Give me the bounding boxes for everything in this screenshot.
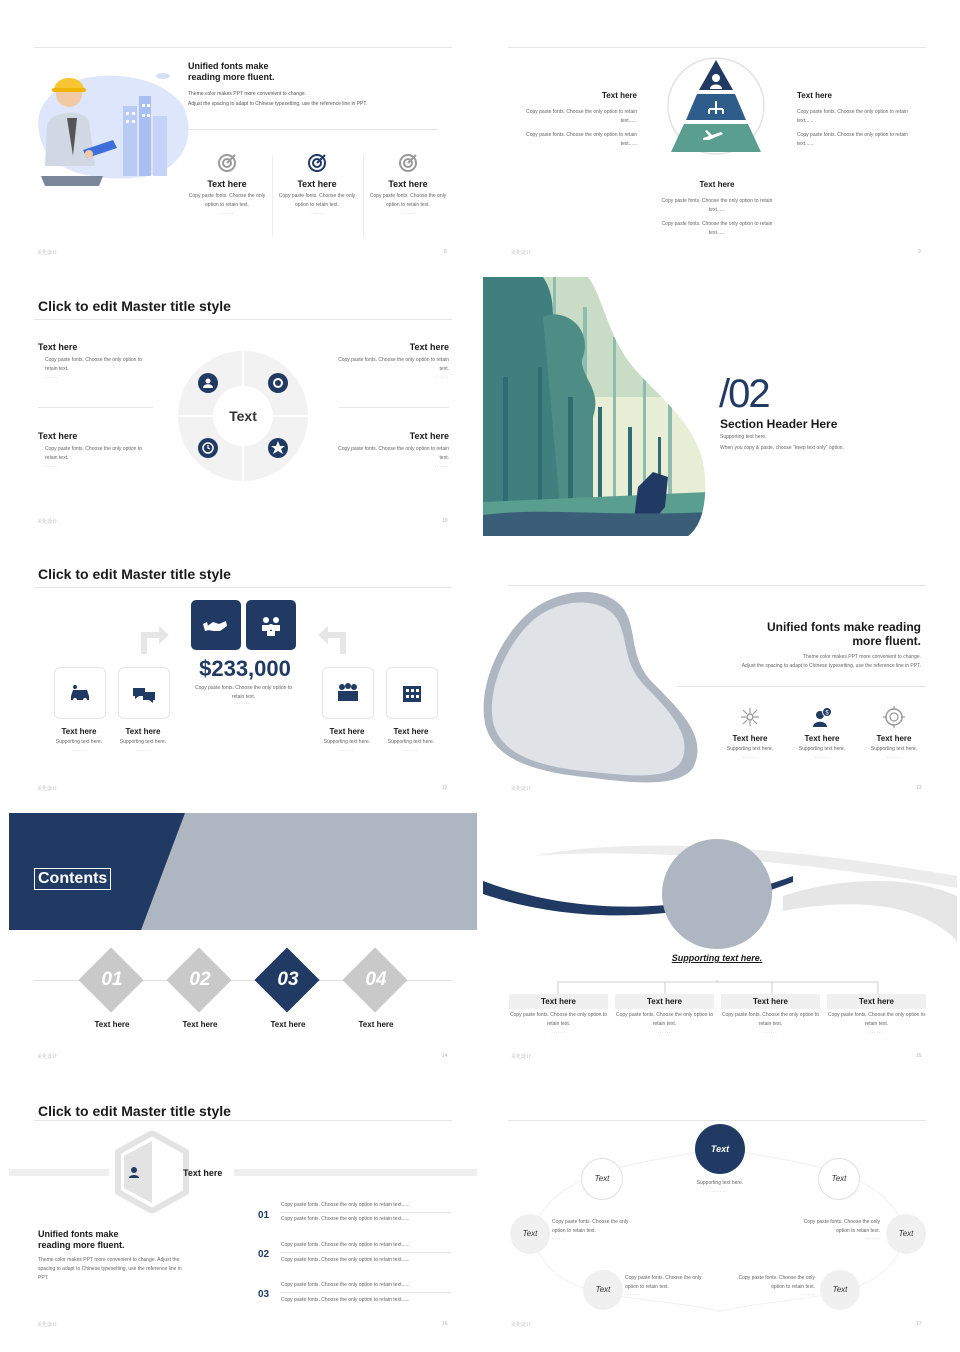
item-title: Text here bbox=[393, 727, 429, 736]
headline: Unified fonts make reading more fluent. bbox=[766, 620, 921, 648]
feature-item bbox=[185, 152, 269, 216]
building-icon bbox=[387, 668, 437, 718]
section-header: Section Header Here bbox=[720, 417, 838, 431]
footer-label: 美化设计 bbox=[37, 1322, 58, 1328]
feature-title: Text here bbox=[207, 179, 247, 189]
footer-label: 美化设计 bbox=[37, 519, 58, 525]
contents-item[interactable] bbox=[255, 948, 321, 1029]
column-title: Text here bbox=[827, 994, 926, 1009]
column bbox=[615, 994, 714, 1035]
icon-card bbox=[386, 667, 438, 719]
icon-item bbox=[49, 727, 109, 753]
amount-desc: Copy paste fonts. Choose the only option to retain text. bbox=[194, 685, 292, 700]
item-desc: Supporting text here. bbox=[119, 739, 167, 745]
slide-16 bbox=[9, 1076, 483, 1342]
slide-17 bbox=[483, 1076, 957, 1342]
body-text: Theme color makes PPT more convenient to change. Adjust the spacing to adapt to Chinese typesetting, use the reference line in PPT. bbox=[38, 1257, 182, 1281]
right-desc-2: Copy paste fonts. Choose the only option to retain text...... bbox=[797, 132, 908, 147]
block-title: Text here bbox=[38, 431, 78, 441]
feature-desc: Copy paste fonts. Choose the only option to retain text. bbox=[188, 193, 266, 208]
item-label: Text here bbox=[358, 1020, 394, 1029]
chat-icon bbox=[119, 668, 169, 718]
body-line-2: Adjust the spacing to adapt to Chinese typesetting, use the reference line in PPT. bbox=[741, 663, 921, 669]
feature-desc: Copy paste fonts. Choose the only option to retain text. bbox=[369, 193, 447, 208]
hexagon-badge bbox=[114, 1131, 190, 1213]
footer-label: 美化设计 bbox=[511, 1322, 532, 1328]
feature-desc: Copy paste fonts. Choose the only option to retain text. bbox=[278, 193, 356, 208]
group-line: Copy paste fonts. Choose the only option to retain text...... bbox=[281, 1216, 410, 1222]
worker-illustration bbox=[33, 66, 193, 186]
item-desc: Supporting text here. bbox=[55, 739, 103, 745]
feature-desc: Supporting text here. bbox=[798, 746, 846, 752]
icon-item bbox=[317, 727, 377, 753]
column-title: Text here bbox=[509, 994, 608, 1009]
footer-label: 美化设计 bbox=[37, 250, 58, 256]
icon-card bbox=[118, 667, 170, 719]
contents-item[interactable] bbox=[79, 948, 145, 1029]
slide-13 bbox=[483, 538, 957, 804]
right-title: Text here bbox=[797, 91, 832, 100]
slide-14 bbox=[9, 806, 483, 1072]
page-number: 12 bbox=[442, 785, 448, 791]
feature-item bbox=[862, 706, 926, 760]
contents-item[interactable] bbox=[167, 948, 233, 1029]
icon-card bbox=[322, 667, 374, 719]
wheel-center-label: Text bbox=[229, 408, 257, 424]
node-desc: Copy paste fonts. Choose the only option to retain text. bbox=[738, 1275, 815, 1290]
feature-title: Text here bbox=[388, 179, 428, 189]
page-number: 16 bbox=[442, 1321, 448, 1327]
slide-title: Click to edit Master title style bbox=[38, 566, 231, 582]
node-desc: Copy paste fonts. Choose the only option to retain text. bbox=[625, 1275, 702, 1290]
feature-dots: ...... bbox=[886, 754, 902, 760]
section-sub-2: When you copy & paste, choose "keep text only" option. bbox=[720, 445, 844, 451]
pyramid-diagram bbox=[651, 56, 781, 156]
top-node-dots: ...... bbox=[712, 1188, 728, 1194]
left-title: Text here bbox=[602, 91, 637, 100]
column-dots: ...... bbox=[869, 1029, 884, 1035]
group-line: Copy paste fonts. Choose the only option to retain text...... bbox=[281, 1202, 410, 1208]
column-dots: ...... bbox=[657, 1029, 672, 1035]
arrow-left-icon bbox=[137, 620, 173, 656]
headline: Unified fonts make reading more fluent. bbox=[38, 1229, 125, 1250]
slide-8 bbox=[9, 0, 483, 266]
icon-item bbox=[113, 727, 173, 753]
car-icon bbox=[55, 668, 105, 718]
person-money-icon bbox=[811, 706, 833, 728]
feature-item bbox=[366, 152, 450, 216]
network-icon bbox=[739, 706, 761, 728]
node-dots: ...... bbox=[552, 1235, 567, 1241]
section-sub-1: Supporting text here. bbox=[720, 434, 767, 440]
cycle-node[interactable]: Text bbox=[886, 1214, 926, 1254]
feature-title: Text here bbox=[297, 179, 337, 189]
page-number: 15 bbox=[916, 1053, 922, 1059]
node-dots: ...... bbox=[625, 1291, 640, 1297]
item-desc: Supporting text here. bbox=[387, 739, 435, 745]
node-desc: Copy paste fonts. Choose the only option to retain text. bbox=[552, 1219, 629, 1234]
group-number: 02 bbox=[258, 1249, 270, 1260]
group-number: 01 bbox=[258, 1210, 270, 1221]
supporting-text: Supporting text here. bbox=[671, 953, 763, 963]
column bbox=[721, 994, 820, 1035]
feature-dots: ...... bbox=[309, 210, 325, 216]
headline: Unified fonts make reading more fluent. bbox=[188, 61, 275, 82]
arrow-right-icon bbox=[314, 620, 350, 656]
slide-title: Click to edit Master title style bbox=[38, 298, 231, 314]
feature-dots: ...... bbox=[219, 210, 235, 216]
target-coin-icon bbox=[883, 706, 905, 728]
page-number: 10 bbox=[442, 518, 448, 524]
column-desc: Copy paste fonts. Choose the only option to retain text. bbox=[509, 1012, 607, 1027]
slide-15 bbox=[483, 806, 957, 1072]
footer-label: 美化设计 bbox=[37, 1054, 58, 1060]
block-title: Text here bbox=[38, 342, 78, 352]
group-line: Copy paste fonts. Choose the only option to retain text...... bbox=[281, 1282, 410, 1288]
item-dots: ...... bbox=[71, 747, 87, 753]
slide-12 bbox=[9, 538, 483, 804]
text-block bbox=[334, 342, 449, 380]
column bbox=[827, 994, 926, 1035]
footer-label: 美化设计 bbox=[511, 1054, 532, 1060]
item-number: 01 bbox=[101, 969, 123, 990]
footer-label: 美化设计 bbox=[511, 786, 532, 792]
node-desc: Copy paste fonts. Choose the only option to retain text. bbox=[803, 1219, 880, 1234]
node-dots: ...... bbox=[865, 1235, 880, 1241]
swoosh-graphic bbox=[483, 836, 957, 956]
column-title: Text here bbox=[615, 994, 714, 1009]
cycle-node[interactable]: Text bbox=[818, 1158, 860, 1200]
text-block bbox=[334, 431, 449, 469]
feature-item bbox=[790, 706, 854, 760]
page-number: 14 bbox=[442, 1053, 448, 1059]
block-desc: Copy paste fonts. Choose the only option to retain text. bbox=[45, 357, 143, 372]
group-icon bbox=[323, 668, 373, 718]
amount-dots: ...... bbox=[236, 700, 251, 706]
body-line-2: Adjust the spacing to adapt to Chinese typesetting, use the reference line in PPT. bbox=[188, 101, 368, 107]
amount-value: $233,000 bbox=[199, 656, 291, 681]
svg-text:$: $ bbox=[825, 710, 829, 717]
block-title: Text here bbox=[409, 342, 449, 352]
item-label: Text here bbox=[94, 1020, 130, 1029]
bottom-desc-1: Copy paste fonts. Choose the only option to retain text...... bbox=[661, 198, 773, 213]
feature-item bbox=[275, 152, 359, 216]
right-desc-1: Copy paste fonts. Choose the only option to retain text...... bbox=[797, 109, 908, 124]
page-number: 9 bbox=[918, 249, 921, 255]
item-desc: Supporting text here. bbox=[323, 739, 371, 745]
block-dots: ...... bbox=[45, 463, 60, 469]
contents-title: Contents bbox=[34, 868, 111, 890]
badge-label: Text here bbox=[183, 1168, 223, 1178]
item-number: 02 bbox=[189, 969, 211, 990]
group-line: Copy paste fonts. Choose the only option to retain text...... bbox=[281, 1257, 410, 1263]
column-dots: ...... bbox=[763, 1029, 778, 1035]
feature-item bbox=[718, 706, 782, 760]
feature-title: Text here bbox=[732, 734, 768, 743]
handshake-icon-tile bbox=[191, 600, 241, 650]
feature-dots: ...... bbox=[814, 754, 830, 760]
cycle-node[interactable]: Text bbox=[510, 1214, 550, 1254]
feature-dots: ...... bbox=[742, 754, 758, 760]
feature-desc: Supporting text here. bbox=[726, 746, 774, 752]
item-title: Text here bbox=[329, 727, 365, 736]
block-dots: ...... bbox=[434, 374, 449, 380]
feature-title: Text here bbox=[804, 734, 840, 743]
column-desc: Copy paste fonts. Choose the only option to retain text. bbox=[721, 1012, 819, 1027]
feature-title: Text here bbox=[876, 734, 912, 743]
item-title: Text here bbox=[125, 727, 161, 736]
bottom-desc-2: Copy paste fonts. Choose the only option to retain text...... bbox=[661, 221, 773, 236]
target-icon bbox=[397, 152, 419, 174]
section-number: /02 bbox=[719, 372, 769, 416]
item-dots: ...... bbox=[135, 747, 151, 753]
slide-9 bbox=[483, 0, 957, 266]
top-node[interactable]: Text bbox=[695, 1124, 745, 1174]
body-line-1: Theme color makes PPT more convenient to change. bbox=[188, 91, 307, 97]
feature-dots: ...... bbox=[400, 210, 416, 216]
page-number: 17 bbox=[916, 1321, 922, 1327]
group-number: 03 bbox=[258, 1289, 270, 1300]
item-title: Text here bbox=[61, 727, 97, 736]
top-node-desc: Supporting text here. bbox=[696, 1180, 744, 1186]
footer-label: 美化设计 bbox=[37, 786, 58, 792]
forest-illustration bbox=[483, 277, 708, 536]
item-label: Text here bbox=[270, 1020, 306, 1029]
slide-title: Click to edit Master title style bbox=[38, 1103, 231, 1119]
left-desc-2: Copy paste fonts. Choose the only option to retain text...... bbox=[526, 132, 637, 147]
feature-desc: Supporting text here. bbox=[870, 746, 918, 752]
block-title: Text here bbox=[409, 431, 449, 441]
node-dots: ...... bbox=[800, 1291, 815, 1297]
bottom-title: Text here bbox=[699, 180, 735, 189]
cycle-node[interactable]: Text bbox=[820, 1270, 860, 1310]
block-desc: Copy paste fonts. Choose the only option to retain text. bbox=[338, 446, 449, 461]
footer-label: 美化设计 bbox=[511, 250, 532, 256]
group-line: Copy paste fonts. Choose the only option to retain text...... bbox=[281, 1242, 410, 1248]
text-block bbox=[38, 342, 153, 380]
column-desc: Copy paste fonts. Choose the only option to retain text. bbox=[827, 1012, 925, 1027]
item-dots: ...... bbox=[403, 747, 419, 753]
icon-item bbox=[381, 727, 441, 753]
contents-item[interactable] bbox=[343, 948, 409, 1029]
column bbox=[509, 994, 608, 1035]
slide-11 bbox=[483, 270, 957, 536]
cycle-node[interactable]: Text bbox=[583, 1270, 623, 1310]
column-title: Text here bbox=[721, 994, 820, 1009]
text-block bbox=[38, 431, 153, 469]
block-desc: Copy paste fonts. Choose the only option to retain text. bbox=[45, 446, 143, 461]
block-dots: ...... bbox=[45, 374, 60, 380]
left-desc-1: Copy paste fonts. Choose the only option to retain text...... bbox=[526, 109, 637, 124]
blob-shape bbox=[483, 588, 713, 788]
item-label: Text here bbox=[182, 1020, 218, 1029]
page-number: 8 bbox=[444, 249, 447, 255]
slide-10 bbox=[9, 270, 483, 536]
group-line: Copy paste fonts. Choose the only option to retain text...... bbox=[281, 1297, 410, 1303]
team-icon-tile bbox=[246, 600, 296, 650]
icon-card bbox=[54, 667, 106, 719]
item-dots: ...... bbox=[339, 747, 355, 753]
cycle-node[interactable]: Text bbox=[581, 1158, 623, 1200]
target-icon bbox=[306, 152, 328, 174]
target-icon bbox=[216, 152, 238, 174]
column-dots: ...... bbox=[551, 1029, 566, 1035]
page-number: 13 bbox=[916, 785, 922, 791]
block-desc: Copy paste fonts. Choose the only option to retain text. bbox=[338, 357, 449, 372]
item-number: 03 bbox=[277, 969, 299, 990]
body-line-1: Theme color makes PPT more convenient to change. bbox=[802, 654, 921, 660]
column-desc: Copy paste fonts. Choose the only option to retain text. bbox=[615, 1012, 713, 1027]
cycle-lines bbox=[483, 1076, 957, 1342]
block-dots: ...... bbox=[434, 463, 449, 469]
item-number: 04 bbox=[365, 969, 387, 990]
